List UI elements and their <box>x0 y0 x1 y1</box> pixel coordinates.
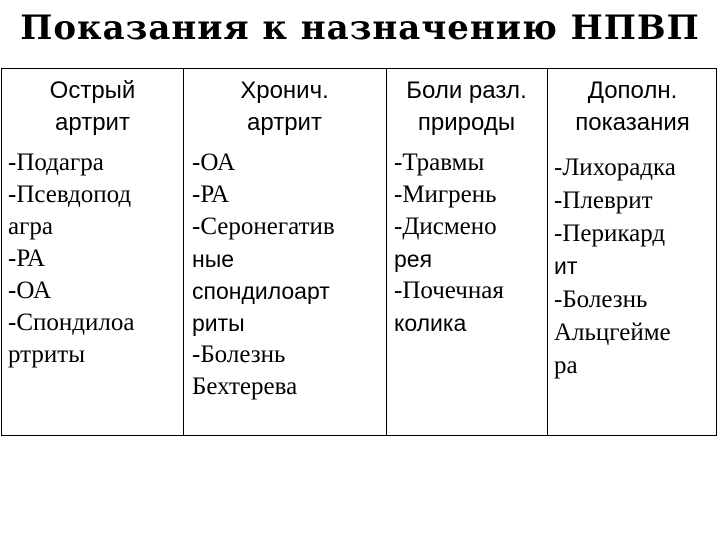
list-item: ра <box>554 352 578 379</box>
list-item: -Лихорадка <box>554 154 676 181</box>
list-item: риты <box>192 310 245 336</box>
page-title: Показания к назначению НПВП <box>20 8 700 48</box>
list-item: -Плеврит <box>554 187 653 214</box>
list-item: -Спондилоа <box>8 309 135 336</box>
list-item: колика <box>394 310 467 336</box>
list-item: -Болезнь <box>554 286 648 313</box>
list-item: ит <box>554 253 578 279</box>
header-line: Хронич. <box>240 77 329 104</box>
header-additional <box>547 75 718 139</box>
list-item: Альцгейме <box>554 319 671 346</box>
indications-table <box>1 68 717 436</box>
header-pain <box>386 75 547 139</box>
list-item: -Серонегатив <box>192 213 335 240</box>
list-item: ртриты <box>8 341 86 368</box>
header-line: показания <box>575 109 690 136</box>
list-item: -РА <box>192 181 230 208</box>
column-chronic-arthritis <box>192 147 335 403</box>
list-item: -РА <box>8 245 46 272</box>
list-item: -Болезнь <box>192 341 286 368</box>
header-line: Дополн. <box>587 77 678 104</box>
list-item: агра <box>8 213 53 240</box>
list-item: спондилоарт <box>192 278 330 304</box>
list-item: -Дисмено <box>394 213 497 240</box>
header-line: Острый <box>49 77 136 104</box>
list-item: Бехтерева <box>192 373 298 400</box>
list-item: рея <box>394 246 433 272</box>
header-line: артрит <box>55 109 130 136</box>
list-item: -Почечная <box>394 277 504 304</box>
list-item: -ОА <box>192 149 236 176</box>
list-item: -ОА <box>8 277 52 304</box>
list-item: -Мигрень <box>394 181 497 208</box>
list-item: -Подагра <box>8 149 104 176</box>
header-line: артрит <box>247 109 322 136</box>
header-acute-arthritis <box>2 75 183 139</box>
header-line: природы <box>417 109 516 136</box>
list-item: ные <box>192 246 235 272</box>
column-acute-arthritis <box>8 147 134 371</box>
list-item: -Псевдопод <box>8 181 132 208</box>
column-pain <box>394 147 504 339</box>
list-item: -Перикард <box>554 220 666 247</box>
header-chronic-arthritis <box>183 75 386 139</box>
column-additional <box>554 151 676 382</box>
list-item: -Травмы <box>394 149 485 176</box>
header-line: Боли разл. <box>406 77 527 104</box>
